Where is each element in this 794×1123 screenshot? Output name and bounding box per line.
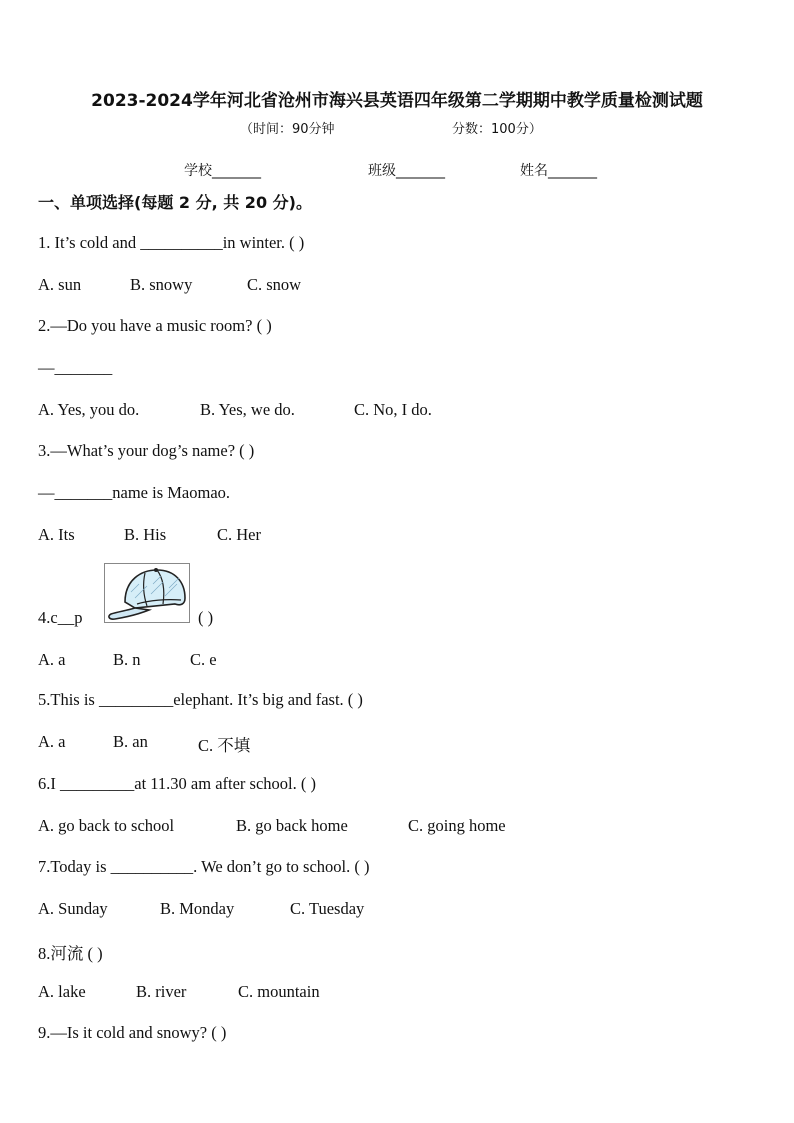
question-1-stem: 1. It’s cold and __________in winter. ( ) (38, 233, 305, 252)
question-7-option-c: C. Tuesday (290, 899, 365, 918)
school-label: 学校 (184, 163, 212, 179)
school-field (184, 160, 261, 180)
question-2-answer-line: —_______ (38, 358, 113, 377)
class-label: 班级 (368, 163, 396, 179)
question-5-option-a: A. a (38, 732, 66, 751)
exam-score: 分数：100分） (452, 122, 542, 137)
question-4-option-a: A. a (38, 650, 66, 669)
question-7-option-b: B. Monday (160, 899, 235, 918)
question-6-option-c: C. going home (408, 816, 506, 835)
class-field (368, 160, 445, 180)
question-5-option-b: B. an (113, 732, 148, 751)
name-blank: _______ (548, 163, 597, 179)
question-4-option-b: B. n (113, 650, 141, 669)
question-2-option-a: A. Yes, you do. (38, 400, 140, 419)
question-3-stem: 3.—What’s your dog’s name? ( ) (38, 441, 255, 460)
question-3-option-b: B. His (124, 525, 167, 544)
question-1-option-a: A. sun (38, 275, 82, 294)
question-4-answer-bracket: ( ) (198, 608, 214, 627)
question-7-stem: 7.Today is __________. We don’t go to school. ( ) (38, 857, 370, 876)
question-8-option-c: C. mountain (238, 982, 320, 1001)
question-2-option-b: B. Yes, we do. (200, 400, 295, 419)
cap-icon (105, 564, 189, 622)
question-9-stem: 9.—Is it cold and snowy? ( ) (38, 1023, 227, 1042)
question-2-stem: 2.—Do you have a music room? ( ) (38, 316, 272, 335)
question-3-answer-line: —_______name is Maomao. (38, 483, 231, 502)
question-8-option-b: B. river (136, 982, 187, 1001)
section-heading: 一、单项选择(每题 2 分, 共 20 分)。 (38, 193, 312, 212)
question-8-option-a: A. lake (38, 982, 86, 1001)
page-title: 2023-2024学年河北省沧州市海兴县英语四年级第二学期期中教学质量检测试题 (91, 91, 703, 111)
question-1-option-c: C. snow (247, 275, 302, 294)
question-3-option-c: C. Her (217, 525, 261, 544)
question-3-option-a: A. Its (38, 525, 75, 544)
question-8-stem: 8.河流 ( ) (38, 944, 103, 963)
school-blank: _______ (212, 163, 261, 179)
question-5-stem: 5.This is _________elephant. It’s big and fast. ( ) (38, 690, 363, 709)
question-1-option-b: B. snowy (130, 275, 193, 294)
question-6-option-b: B. go back home (236, 816, 348, 835)
question-2-option-c: C. No, I do. (354, 400, 432, 419)
question-4-stem-left: 4.c__p (38, 608, 83, 627)
question-7-option-a: A. Sunday (38, 899, 108, 918)
question-4-option-c: C. e (190, 650, 217, 669)
name-label: 姓名 (520, 163, 548, 179)
cap-image (104, 563, 190, 623)
exam-time: （时间：90分钟 (240, 122, 335, 137)
class-blank: _______ (396, 163, 445, 179)
question-5-option-c: C. 不填 (198, 736, 251, 755)
name-field (520, 160, 597, 180)
question-6-option-a: A. go back to school (38, 816, 175, 835)
question-6-stem: 6.I _________at 11.30 am after school. ( ) (38, 774, 316, 793)
